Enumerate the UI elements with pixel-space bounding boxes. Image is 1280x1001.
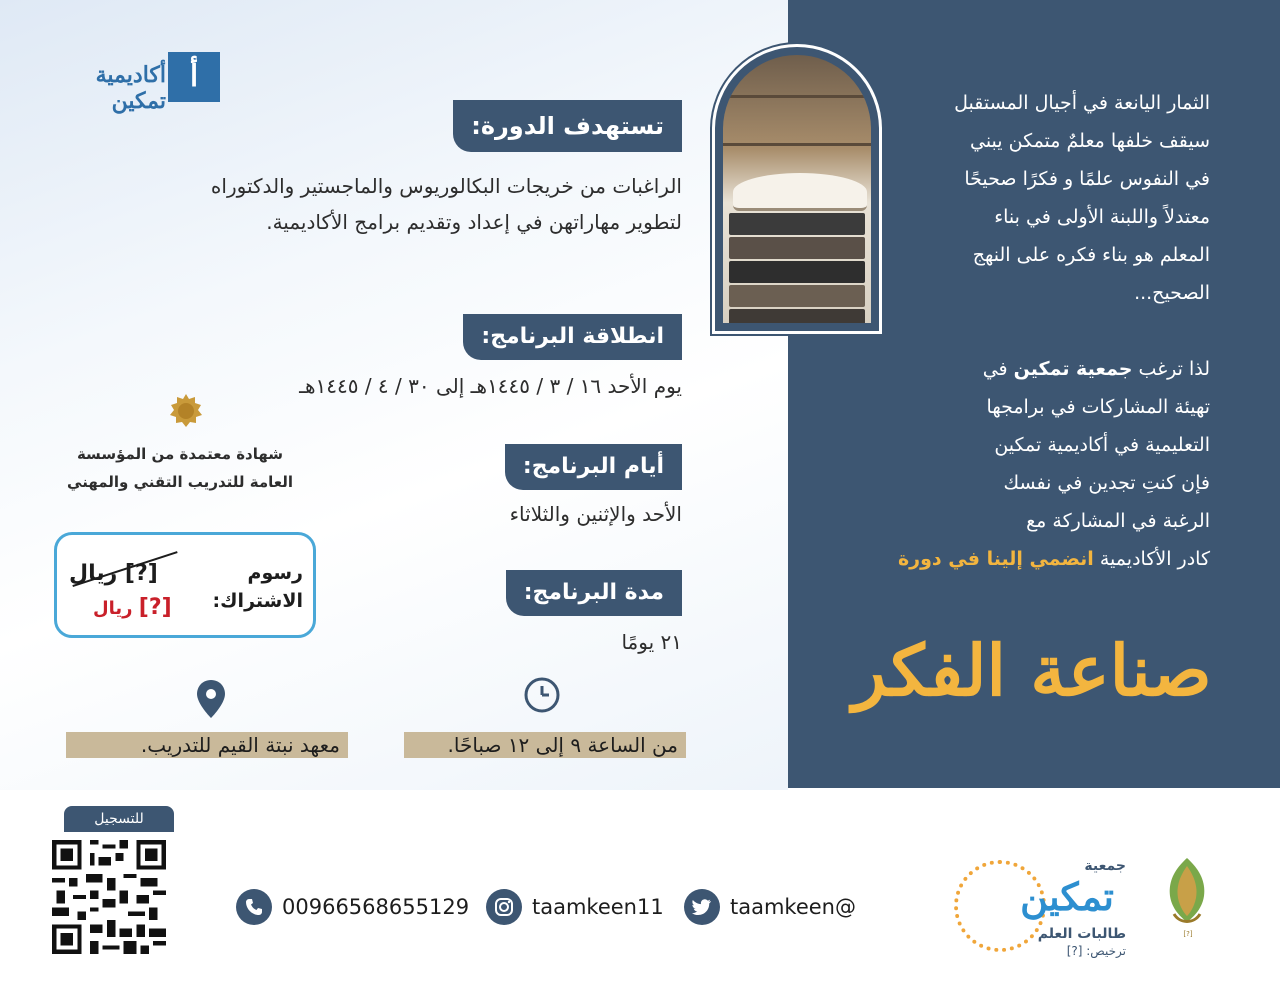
fees-label-line: الاشتراك: bbox=[212, 590, 303, 612]
target-line: الراغبات من خريجات البكالوريوس والماجستير والدكتوراه bbox=[210, 174, 682, 198]
registration-qr-code[interactable] bbox=[48, 836, 170, 958]
course-title: صناعة الفكر bbox=[852, 629, 1212, 712]
invite-line-1: لذا ترغب جمعية تمكين في bbox=[982, 358, 1210, 380]
certificate-badge-icon bbox=[168, 393, 204, 429]
academy-logo-text: أكاديمية تمكين bbox=[95, 62, 166, 114]
instagram-icon bbox=[486, 889, 522, 925]
launch-heading: انطلاقة البرنامج: bbox=[463, 314, 682, 360]
certificate-line: العامة للتدريب التقني والمهني bbox=[67, 473, 293, 491]
intro-line: المعلم هو بناء فكره على النهج bbox=[972, 244, 1210, 266]
old-price bbox=[69, 561, 158, 586]
tamkeen-logo-small: جمعية bbox=[1084, 858, 1126, 874]
books-image-frame bbox=[712, 44, 882, 334]
target-text bbox=[211, 168, 682, 240]
twitter-contact[interactable] bbox=[684, 888, 856, 926]
target-heading: تستهدف الدورة: bbox=[453, 100, 682, 152]
invite-line: فإن كنتِ تجدين في نفسك bbox=[1003, 472, 1210, 494]
open-book-icon bbox=[733, 173, 867, 211]
invite-line: الرغبة في المشاركة مع bbox=[1026, 510, 1210, 532]
location-text: معهد نبتة القيم للتدريب. bbox=[66, 732, 348, 758]
intro-line: الصحيح... bbox=[1134, 282, 1210, 304]
intro-line: سيقف خلفها معلمٌ متمكن يبني bbox=[969, 130, 1210, 152]
time-text: من الساعة ٩ إلى ١٢ صباحًا. bbox=[404, 732, 686, 758]
phone-number: 00966568655129 bbox=[282, 895, 470, 919]
old-price-text: [?] ريال bbox=[69, 561, 158, 586]
intro-paragraph bbox=[880, 84, 1210, 312]
tamkeen-logo-main: تمكين bbox=[1020, 874, 1114, 919]
duration-text: ٢١ يومًا bbox=[621, 630, 682, 654]
association-name: جمعية تمكين bbox=[1013, 358, 1133, 380]
intro-line: معتدلاً واللبنة الأولى في بناء bbox=[994, 206, 1210, 228]
certificate-line: شهادة معتمدة من المؤسسة bbox=[76, 445, 284, 463]
academy-logo-letter: أ bbox=[168, 52, 220, 102]
join-us-highlight: انضمي إلينا في دورة bbox=[897, 548, 1094, 570]
register-label: للتسجيل bbox=[64, 806, 174, 832]
clock-icon bbox=[523, 676, 561, 714]
books-image bbox=[723, 55, 871, 323]
days-text: الأحد والإثنين والثلاثاء bbox=[509, 502, 682, 526]
invite-line: تهيئة المشاركات في برامجها bbox=[986, 396, 1210, 418]
instagram-contact[interactable] bbox=[486, 888, 664, 926]
tamkeen-logo-sub: طالبات العلم bbox=[1037, 926, 1126, 942]
phone-icon bbox=[236, 889, 272, 925]
twitter-icon bbox=[684, 889, 720, 925]
target-line: لتطوير مهاراتهن في إعداد وتقديم برامج الأكاديمية. bbox=[266, 210, 682, 234]
tamkeen-association-logo bbox=[950, 856, 1130, 956]
new-price-number: [?] bbox=[138, 595, 172, 620]
institute-caption: [?] bbox=[1183, 930, 1193, 938]
tamkeen-license: ترخيص: [?] bbox=[1066, 944, 1126, 958]
intro-line: في النفوس علمًا و فكرًا صحيحًا bbox=[964, 168, 1210, 190]
institute-logo-icon bbox=[1154, 852, 1220, 964]
instagram-handle: taamkeen11 bbox=[532, 895, 664, 919]
new-price-unit: ريال bbox=[93, 598, 133, 619]
intro-line: الثمار اليانعة في أجيال المستقبل bbox=[954, 92, 1210, 114]
invite-paragraph bbox=[880, 350, 1210, 578]
phone-contact[interactable] bbox=[236, 888, 469, 926]
fees-label bbox=[213, 559, 303, 615]
certificate-text bbox=[54, 440, 306, 496]
twitter-handle: taamkeen@ bbox=[730, 895, 856, 919]
launch-text: يوم الأحد ١٦ / ٣ / ١٤٤٥هـ إلى ٣٠ / ٤ / ١٤٤٥هـ bbox=[299, 374, 682, 398]
days-heading: أيام البرنامج: bbox=[505, 444, 682, 490]
fees-label-line: رسوم bbox=[247, 562, 303, 584]
new-price bbox=[93, 595, 172, 620]
invite-line: التعليمية في أكاديمية تمكين bbox=[994, 434, 1210, 456]
invite-line-last: كادر الأكاديمية انضمي إلينا في دورة bbox=[897, 548, 1210, 570]
duration-heading: مدة البرنامج: bbox=[506, 570, 682, 616]
fees-box bbox=[54, 532, 316, 638]
academy-logo bbox=[48, 52, 220, 114]
location-pin-icon bbox=[194, 678, 228, 720]
